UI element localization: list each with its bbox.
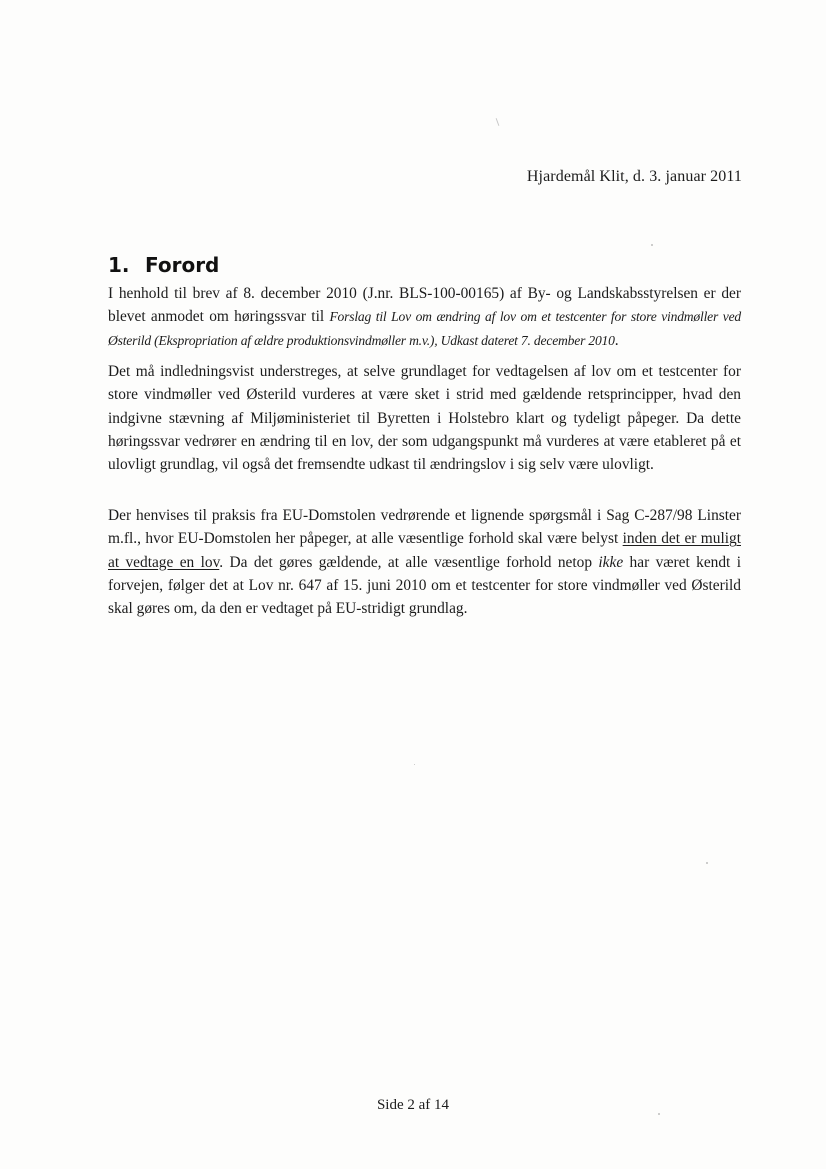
- paragraph-intro-text: I henhold til brev af 8. december 2010 (J.nr. BLS-100-00165) af By- og Landskabsstyrelsen er der blevet anmodet om høringssvar til: [108, 285, 741, 326]
- page-number-footer: Side 2 af 14: [376, 1097, 450, 1113]
- paragraph-case-law: [108, 504, 741, 620]
- scan-speck: [651, 244, 653, 246]
- scan-speck: [706, 862, 708, 864]
- paragraph-case-law-text: Der henvises til praksis fra EU-Domstolen vedrørende et lignende spørgsmål i Sag C-287/98 Linster m.fl., hvor EU-Domstolen her påpeger, at alle væsentlige forhold skal være belyst: [108, 507, 741, 548]
- underlined-phrase: inden det er muligt at vedtage en lov: [108, 530, 741, 571]
- paragraph-basis: Det må indledningsvist understreges, at selve grundlaget for vedtagelsen af lov om et testcenter for store vindmøller ved Østerild vurderes at være sket i strid med gældende retsprincipper, hvad den indgivne stævning af Miljøministeriet til Byretten i Holstebro klart og tydeligt påpeger. Da dette høringssvar vedrører en ændring til en lov, der som udgangspunkt må vurderes at være etableret på et ulovligt grundlag, vil også det fremsendte udkast til ændringslov i sig selv være ulovligt.: [108, 363, 741, 474]
- paragraph-case-law-text-3: har været kendt i forvejen, følger det at Lov nr. 647 af 15. juni 2010 om et testcenter for store vindmøller ved Østerild skal gøres om, da den er vedtaget på EU-stridigt grundlag.: [108, 553, 741, 618]
- bill-title-italic: Forslag til Lov om ændring af lov om et testcenter for store vindmøller ved Østerild (Ekspropriation af ældre produktionsvindmøller m.v.), Udkast dateret 7. december 2010: [108, 309, 742, 348]
- section-number: 1.: [108, 253, 130, 277]
- section-title: Forord: [145, 253, 220, 277]
- emphasis-italic: ikke: [598, 553, 624, 571]
- scan-speck: [414, 764, 415, 765]
- date-line: Hjardemål Klit, d. 3. januar 2011: [526, 168, 742, 185]
- paragraph-intro-end: .: [614, 331, 619, 349]
- section-heading: [108, 253, 219, 277]
- paragraph-case-law-text-2: . Da det gøres gældende, at alle væsentlige forhold netop: [219, 553, 599, 571]
- scan-mark: [496, 118, 500, 126]
- paragraph-intro: [108, 282, 741, 352]
